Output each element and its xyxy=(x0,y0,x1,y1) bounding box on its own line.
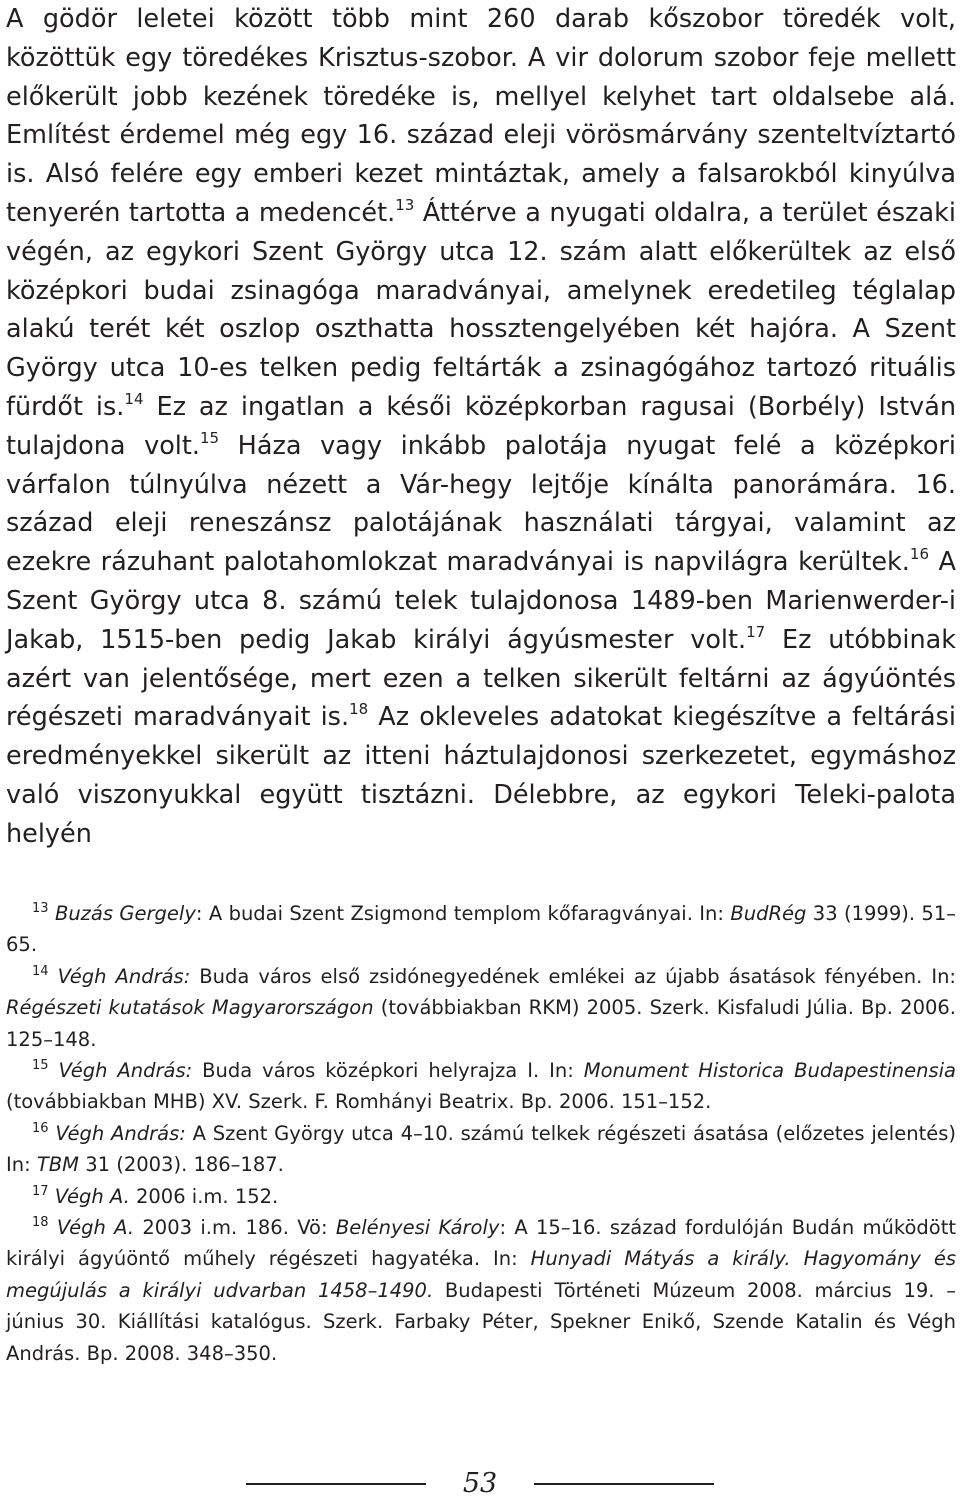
footnote-italic: Hunyadi Mátyás a király. Hagyomány és megújulás a királyi udvarban 1458–1490. xyxy=(6,1247,956,1302)
body-segment: Ez az ingatlan a késői középkorban ragusai (Borbély) István tulajdona volt. xyxy=(6,391,956,461)
footnote-text: : A 15–16. század fordulóján Budán működött királyi ágyúöntő műhely régészeti hagyatéka. In: xyxy=(6,1216,956,1271)
footnote-ref-16[interactable]: 16 xyxy=(909,545,930,564)
footnotes xyxy=(6,898,956,1369)
footer-rule-left xyxy=(246,1483,426,1485)
footnote-italic: TBM xyxy=(36,1153,80,1177)
footnote-number: 15 xyxy=(32,1058,49,1074)
footnote-13 xyxy=(6,898,956,961)
footer-rule-right xyxy=(534,1483,714,1485)
footnote-18 xyxy=(6,1212,956,1369)
page-number: 53 xyxy=(462,1468,498,1499)
footnote-italic: Monument Historica Budapestinensia xyxy=(583,1059,956,1083)
footnote-number: 13 xyxy=(32,901,49,916)
footnote-14 xyxy=(6,961,956,1055)
body-text xyxy=(6,0,956,854)
footnote-ref-18[interactable]: 18 xyxy=(349,700,369,719)
footnote-ref-14[interactable]: 14 xyxy=(124,389,144,408)
footnote-author: Buzás Gergely xyxy=(54,902,196,925)
footnote-italic: BudRég xyxy=(730,902,807,925)
body-segment: Áttérve a nyugati oldalra, a terület északi végén, az egykori Szent György utca 12. szám alatt előkerültek az első középkori budai zsinagóga maradványai, amelynek eredetileg téglalap alakú terét két oszlop oszthatta hossztengelyében két hajóra. A Szent György utca 10-es telken pedig feltárták a zsinagógához tartozó rituális fürdőt is. xyxy=(6,197,956,422)
footnote-author: Végh András: xyxy=(57,964,191,988)
footnote-number: 18 xyxy=(32,1215,49,1231)
body-paragraph xyxy=(6,0,956,854)
footnote-15 xyxy=(6,1055,956,1118)
footnote-author: Végh András: xyxy=(58,1059,193,1083)
footnote-text: (továbbiakban MHB) XV. Szerk. F. Romhányi Beatrix. Bp. 2006. 151–152. xyxy=(6,1090,712,1114)
footnote-number: 17 xyxy=(32,1183,49,1199)
footnote-text: A Szent György utca 4–10. számú telkek régészeti ásatása (előzetes jelentés) In: xyxy=(6,1121,956,1177)
footnote-author: Végh András: xyxy=(55,1121,186,1145)
body-segment: Ez utóbbinak azért van jelentősége, mert ezen a telken sikerült feltárni az ágyúöntés régészeti maradványait is. xyxy=(6,624,957,733)
body-segment: A gödör leletei között több mint 260 darab kőszobor töredék volt, közöttük egy töredékes Krisztus-szobor. A vir dolorum szobor feje mellett előkerült jobb kezének töredéke is, mellyel kelyhet tart oldalsebe alá. Említést érdemel még egy 16. század eleji vörösmárvány szenteltvíztartó is. Alsó felére egy emberi kezet mintáztak, amely a falsarokból kinyúlva tenyerén tartotta a medencét. xyxy=(6,4,956,228)
footnote-17 xyxy=(6,1181,956,1212)
footnote-text: Buda város középkori helyrajza I. In: xyxy=(192,1059,584,1083)
footnote-ref-13[interactable]: 13 xyxy=(395,195,415,214)
footnote-text: : A budai Szent Zsigmond templom kőfaragványai. In: xyxy=(195,902,731,925)
footnote-ref-17[interactable]: 17 xyxy=(746,622,766,641)
footnote-number: 16 xyxy=(32,1120,49,1136)
page-footer xyxy=(0,1466,960,1506)
footnote-text: 33 (1999). 51–65. xyxy=(6,902,956,957)
footnote-text: 2006 i.m. 152. xyxy=(129,1184,279,1208)
body-segment: A Szent György utca 8. számú telek tulajdonosa 1489-ben Marienwerder-i Jakab, 1515-ben pedig Jakab királyi ágyúsmester volt. xyxy=(6,547,956,655)
footnote-text: Buda város első zsidónegyedének emlékei az újabb ásatások fényében. In: xyxy=(190,964,956,988)
footnote-number: 14 xyxy=(32,963,49,979)
footnote-text: 2003 i.m. 186. Vö: xyxy=(134,1216,336,1240)
footnote-author: Végh A. xyxy=(54,1184,130,1208)
footnote-text: 31 (2003). 186–187. xyxy=(79,1153,284,1177)
footnote-text: (továbbiakban RKM) 2005. Szerk. Kisfaludi Júlia. Bp. 2006. 125–148. xyxy=(6,996,956,1051)
footnote-text: Budapesti Történeti Múzeum 2008. március 19. – június 30. Kiállítási katalógus. Szerk. Farbaky Péter, Spekner Enikő, Szende Katalin és Végh András. Bp. 2008. 348–350. xyxy=(6,1278,956,1365)
body-segment: Az okleveles adatokat kiegészítve a feltárási eredményekkel sikerült az itteni háztulajdonosi szerkezetet, egymáshoz való viszonyukkal együtt tisztázni. Délebbre, az egykori Teleki-palota helyén xyxy=(6,702,956,849)
body-segment: Háza vagy inkább palotája nyugat felé a középkori várfalon túlnyúlva nézett a Vár-hegy lejtője kínálta panorámára. 16. század eleji reneszánsz palotájának használati tárgyai, valamint az ezekre rázuhant palotahomlokzat maradványai is napvilágra kerültek. xyxy=(6,430,956,578)
footnote-16 xyxy=(6,1118,956,1181)
footnote-ref-15[interactable]: 15 xyxy=(200,428,220,447)
footnote-author: Végh A. xyxy=(56,1216,135,1240)
footnote-italic: Belényesi Károly xyxy=(335,1216,500,1240)
footnote-italic: Régészeti kutatások Magyarországon xyxy=(6,996,374,1020)
